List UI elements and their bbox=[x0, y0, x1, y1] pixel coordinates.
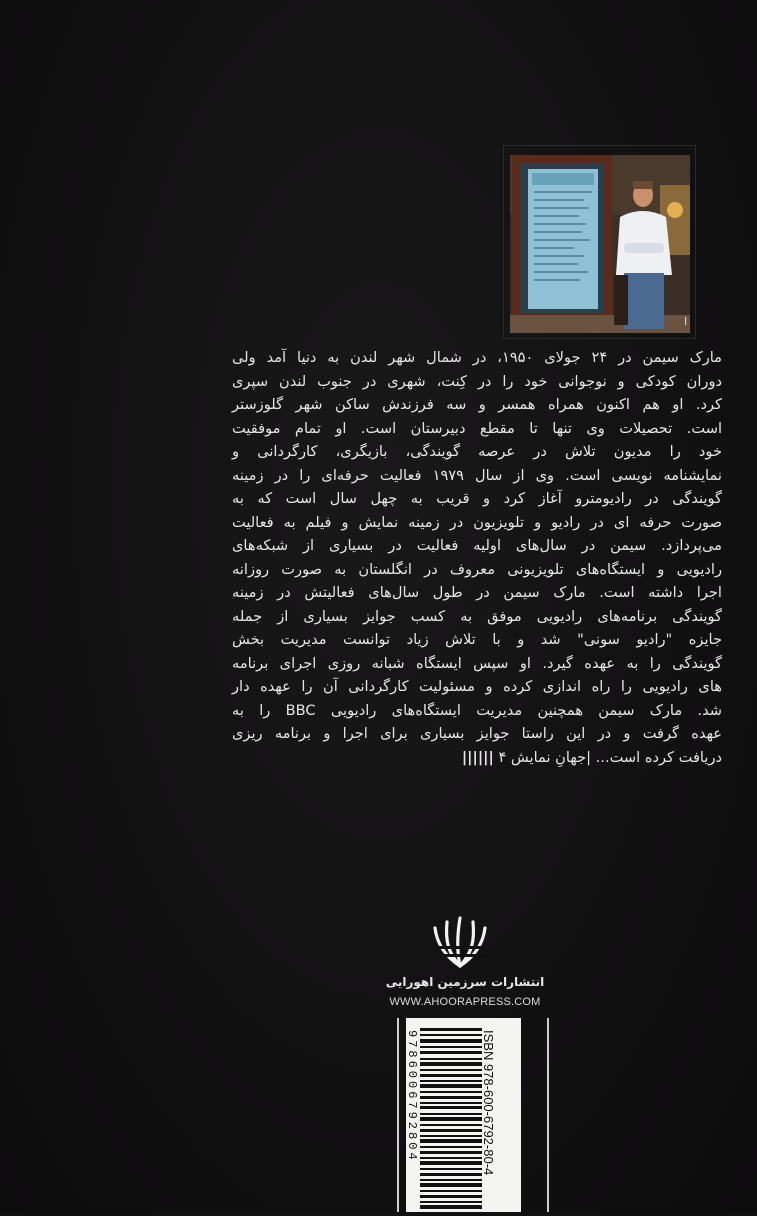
isbn-barcode bbox=[406, 1018, 521, 1212]
bio-line: دوران کودکی و نوجوانی خود را در کِنت، شهری در جنوب لندن سپری bbox=[232, 372, 722, 390]
barcode-bars bbox=[406, 1018, 521, 1212]
bio-last-line bbox=[232, 746, 722, 770]
tally-marks: |||||| bbox=[461, 748, 494, 766]
bio-line: گویندگی را به عهده گیرد. او سپس ایستگاه شبانه روزی اجرای برنامه bbox=[232, 654, 722, 672]
photo-caption: I bbox=[684, 315, 688, 328]
bio-line: می‌پردازد. سیمن در سال‌های اولیه فعالیت در بسیاری از شبکه‌های bbox=[232, 537, 722, 554]
author-photo-illustration bbox=[510, 155, 690, 333]
bio-line: اجرا داشته است. مارک سیمن در طول سال‌های فعالیتش در زمینه bbox=[232, 584, 722, 601]
bio-ending: دریافت کرده است... bbox=[595, 748, 722, 766]
bio-line: خود را مدیون تلاش در عرصه گویندگی، بازیگری، کارگردانی و bbox=[232, 443, 722, 460]
bio-line: نمایشنامه نویسی است. وی از سال ۱۹۷۹ فعالیت حرفه‌ای را در زمینه bbox=[232, 466, 722, 484]
isbn-digits: 9786006792804 bbox=[405, 1030, 419, 1163]
bio-line: جایزه "رادیو سونی" شد و با تلاش زیاد توانست مدیریت بخش bbox=[232, 631, 722, 648]
publisher-logo bbox=[425, 916, 495, 970]
bio-line: کرد. او هم اکنون همراه همسر و سه فرزندش ساکن شهر گلوزستر bbox=[232, 396, 722, 413]
bio-line: است. تحصیلات وی تنها تا مقطع دبیرستان است. او تمام موفقیت bbox=[232, 419, 722, 437]
bio-line: صورت حرفه ای در رادیو و تلویزیون در زمینه نمایش و فیلم به فعالیت bbox=[232, 513, 722, 531]
bio-line: عهده گرفت و در این راستا جوایز بسیاری برای اجرا و برنامه ریزی bbox=[232, 725, 722, 742]
bio-line: گویندگی در رادیومترو آغاز کرد و قریب به چهل سال است که به bbox=[232, 490, 722, 507]
bio-line: های رادیویی را راه اندازی کرده و مسئولیت کارگردانی آن را عهده دار bbox=[232, 678, 722, 695]
bio-source: |جهانِ نمایش ۴ bbox=[498, 748, 592, 766]
bio-line: مارک سیمن در ۲۴ جولای ۱۹۵۰، در شمال شهر لندن به دنیا آمد ولی bbox=[232, 349, 723, 366]
author-photo bbox=[510, 155, 690, 333]
author-biography bbox=[232, 346, 722, 769]
publisher-website: WWW.AHOORAPRESS.COM bbox=[389, 996, 541, 1008]
bio-line: شد. مارک سیمن همچنین مدیریت ایستگاه‌های رادیویی BBC را به bbox=[232, 701, 722, 719]
bio-line: رادیویی و ایستگاه‌های تلویزیونی معروف در انگلستان به صورت روزانه bbox=[232, 560, 722, 578]
isbn-number: ISBN 978-600-6792-80-4 bbox=[481, 1030, 496, 1176]
publisher-name: انتشارات سرزمین اهورایی bbox=[385, 975, 545, 989]
bio-line: گویندگی برنامه‌های رادیویی موفق به کسب جوایز بسیاری از جمله bbox=[232, 607, 722, 625]
